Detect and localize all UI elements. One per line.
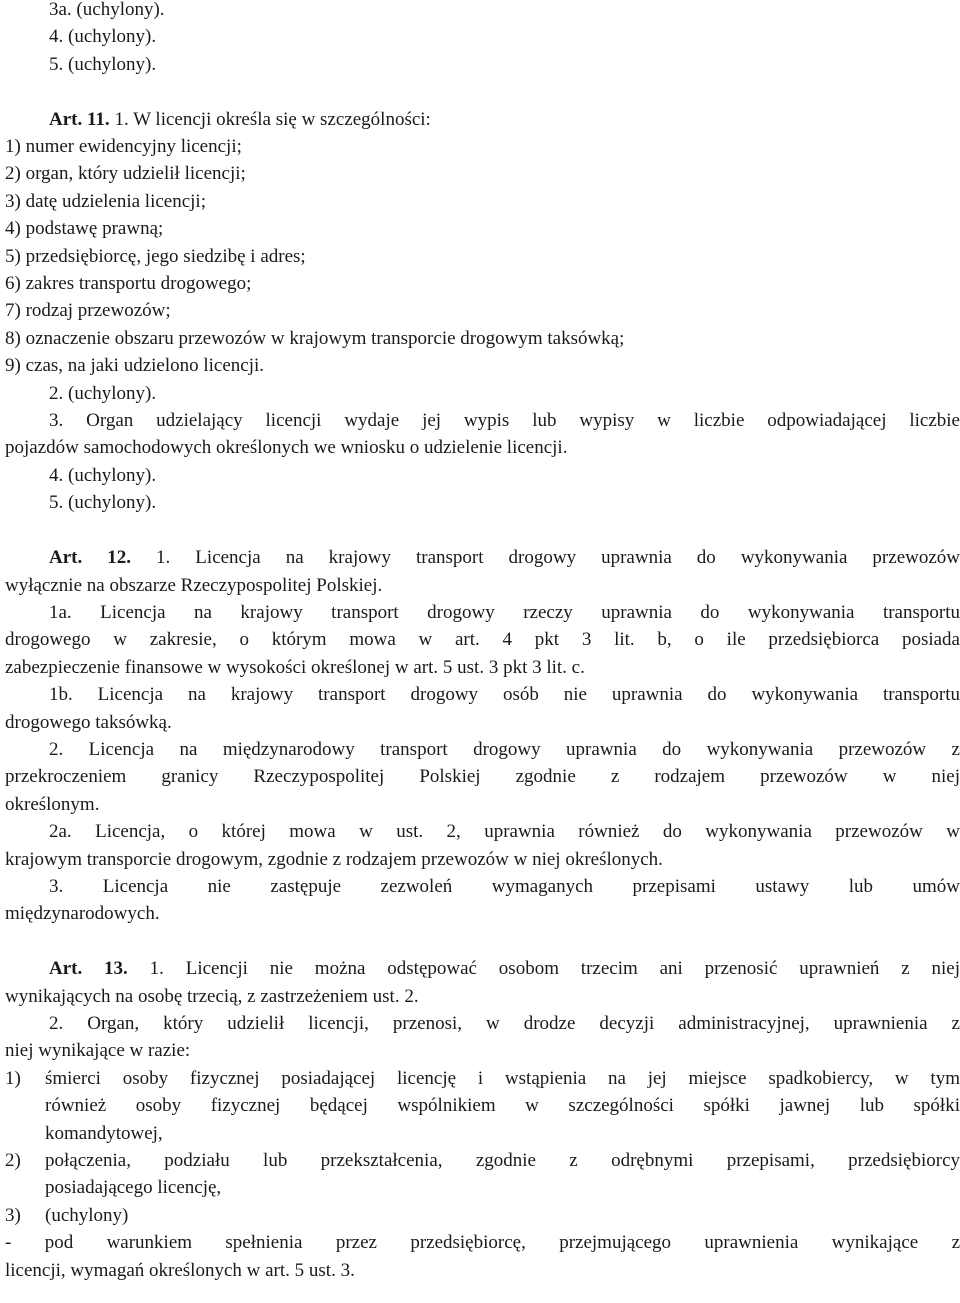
art13-item-2-line-2: posiadającego licencję, bbox=[45, 1177, 222, 1199]
art13-item-2-number: 2) bbox=[5, 1150, 21, 1172]
art11-para-3-line-1: 3. Organ udzielający licencji wydaje jej wypis lub wypisy w liczbie odpowiadającej liczbie bbox=[49, 410, 960, 432]
art12-para-1a-line-2: drogowego w zakresie, o którym mowa w art. 4 pkt 3 lit. b, o ile przedsiębiorca posiada bbox=[5, 629, 960, 651]
art12-para-3-line-2: międzynarodowych. bbox=[5, 903, 160, 925]
art13-heading: Art. 13. bbox=[49, 958, 128, 980]
art11-heading: Art. 11. bbox=[49, 108, 110, 130]
art11-item-6: 6) zakres transportu drogowego; bbox=[5, 273, 252, 295]
top-item-4: 4. (uchylony). bbox=[49, 26, 157, 48]
art11-item-8: 8) oznaczenie obszaru przewozów w krajowym transporcie drogowym taksówką; bbox=[5, 327, 625, 349]
top-item-5: 5. (uchylony). bbox=[49, 53, 157, 75]
art11-item-2: 2) organ, który udzielił licencji; bbox=[5, 163, 246, 185]
art12-para-1b-line-2: drogowego taksówką. bbox=[5, 711, 172, 733]
art11-para-3-line-2: pojazdów samochodowych określonych we wniosku o udzielenie licencji. bbox=[5, 437, 568, 459]
art13-item-3-line-1: (uchylony) bbox=[45, 1204, 129, 1226]
art12-para-3-line-1: 3. Licencja nie zastępuje zezwoleń wymaganych przepisami ustawy lub umów bbox=[49, 875, 960, 897]
art13-item-2-line-1: połączenia, podziału lub przekształcenia, zgodnie z odrębnymi przepisami, przedsiębiorcy bbox=[45, 1150, 960, 1172]
art13-item-1-line-1: śmierci osoby fizycznej posiadającej licencję i wstąpienia na jej miejsce spadkobiercy, w tym bbox=[45, 1067, 960, 1089]
art12-para-1a-line-3: zabezpieczenie finansowe w wysokości określonej w art. 5 ust. 3 pkt 3 lit. c. bbox=[5, 656, 585, 678]
art13-item-3-number: 3) bbox=[5, 1204, 21, 1226]
art13-item-1-line-2: również osoby fizycznej będącej wspólnikiem w szczególności spółki jawnej lub spółki bbox=[45, 1095, 960, 1117]
art11-para-2: 2. (uchylony). bbox=[49, 382, 157, 404]
art12-para-2a-line-1: 2a. Licencja, o której mowa w ust. 2, uprawnia również do wykonywania przewozów w bbox=[49, 821, 960, 843]
art13-para-1-line-1 bbox=[5, 955, 960, 982]
art11-item-4: 4) podstawę prawną; bbox=[5, 218, 164, 240]
art12-para-1-line-2: wyłącznie na obszarze Rzeczypospolitej Polskiej. bbox=[5, 574, 383, 596]
art13-para-1-line-2: wynikających na osobę trzecią, z zastrzeżeniem ust. 2. bbox=[5, 985, 419, 1007]
spacer bbox=[5, 517, 960, 544]
art11-item-5: 5) przedsiębiorcę, jego siedzibę i adres; bbox=[5, 245, 306, 267]
art11-item-7: 7) rodzaj przewozów; bbox=[5, 300, 171, 322]
art12-para-2-line-3: określonym. bbox=[5, 793, 100, 815]
art13-item-1 bbox=[5, 1065, 960, 1147]
art11-item-1: 1) numer ewidencyjny licencji; bbox=[5, 136, 242, 158]
art12-para-2-line-2: przekroczeniem granicy Rzeczypospolitej Polskiej zgodnie z rodzajem przewozów w niej bbox=[5, 766, 960, 788]
spacer bbox=[5, 928, 960, 955]
art12-para-2-line-1: 2. Licencja na międzynarodowy transport drogowy uprawnia do wykonywania przewozów z bbox=[49, 738, 960, 760]
art12-para-1-line-1 bbox=[5, 544, 960, 571]
art13-para-2-line-1: 2. Organ, który udzielił licencji, przenosi, w drodze decyzji administracyjnej, uprawnienia z bbox=[49, 1012, 960, 1034]
art13-item-1-number: 1) bbox=[5, 1067, 21, 1089]
art13-closing-line-1: - pod warunkiem spełnienia przez przedsiębiorcę, przejmującego uprawnienia wynikające z bbox=[5, 1232, 960, 1254]
art13-closing-line-2: licencji, wymagań określonych w art. 5 ust. 3. bbox=[5, 1259, 355, 1281]
art12-para-1-text: 1. Licencja na krajowy transport drogowy uprawnia do wykonywania przewozów bbox=[131, 547, 960, 569]
art11-para-4: 4. (uchylony). bbox=[49, 464, 157, 486]
spacer bbox=[5, 78, 960, 105]
art13-item-2 bbox=[5, 1147, 960, 1202]
art12-para-1a-line-1: 1a. Licencja na krajowy transport drogowy rzeczy uprawnia do wykonywania transportu bbox=[49, 601, 960, 623]
art13-item-1-line-3: komandytowej, bbox=[45, 1122, 163, 1144]
art12-para-1b-line-1: 1b. Licencja na krajowy transport drogowy osób nie uprawnia do wykonywania transportu bbox=[49, 684, 960, 706]
art11-item-3: 3) datę udzielenia licencji; bbox=[5, 190, 206, 212]
top-item-3a: 3a. (uchylony). bbox=[49, 0, 165, 20]
art12-para-2a-line-2: krajowym transporcie drogowym, zgodnie z rodzajem przewozów w niej określonych. bbox=[5, 848, 663, 870]
art13-para-2-line-2: niej wynikające w razie: bbox=[5, 1040, 191, 1062]
art13-item-3 bbox=[5, 1202, 960, 1229]
art13-para-1-text: 1. Licencji nie można odstępować osobom trzecim ani przenosić uprawnień z niej bbox=[127, 958, 960, 980]
art11-intro-text: 1. W licencji określa się w szczególności: bbox=[109, 108, 431, 130]
art11-para-5: 5. (uchylony). bbox=[49, 492, 157, 514]
art11-item-9: 9) czas, na jaki udzielono licencji. bbox=[5, 355, 265, 377]
art12-heading: Art. 12. bbox=[49, 547, 132, 569]
art11-intro bbox=[5, 106, 960, 133]
